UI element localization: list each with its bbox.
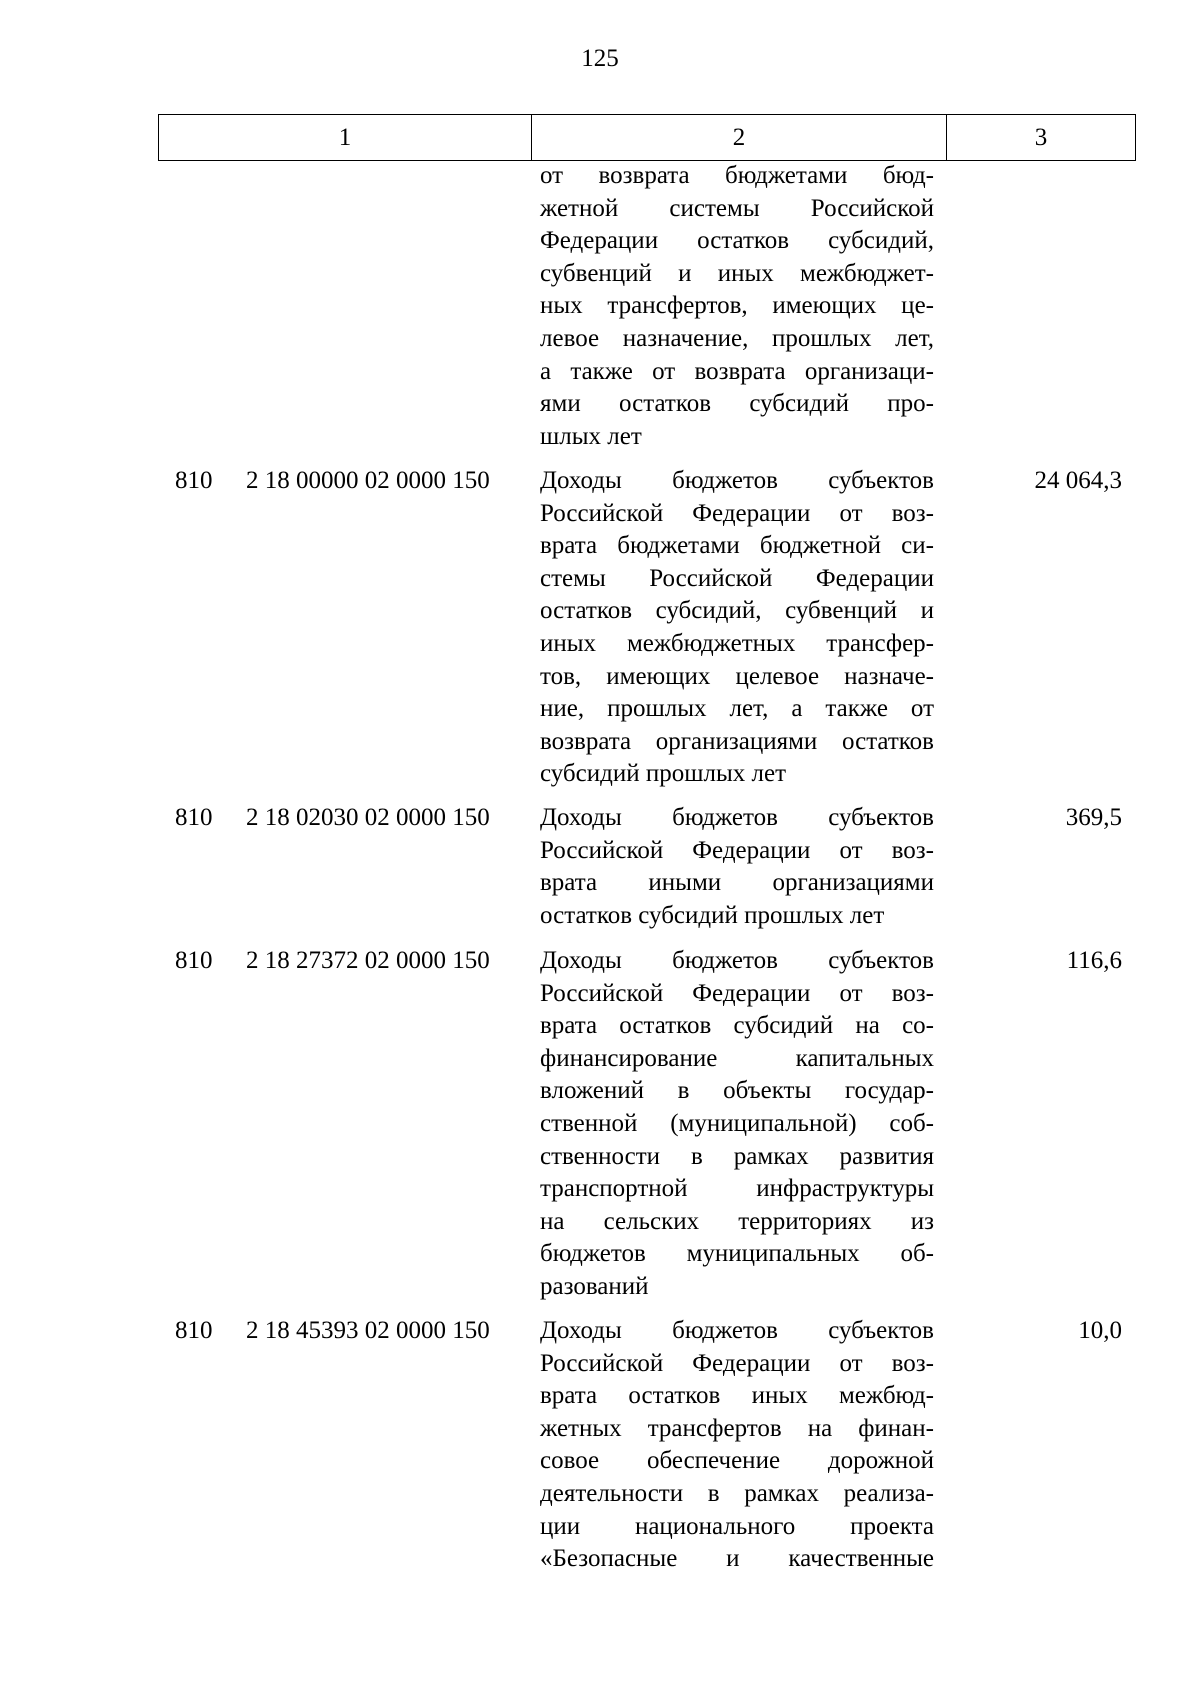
row-description: [540, 945, 934, 1304]
description-line: ние, прошлых лет, а также от: [540, 695, 934, 723]
description-line: на сельских территориях из: [540, 1207, 934, 1235]
description-line: возврата организациями остатков: [540, 727, 934, 755]
description-line: жетной системы Российской: [540, 194, 934, 222]
description-line: транспортной инфраструктуры: [540, 1175, 934, 1203]
description-line: субвенций и иных межбюджет-: [540, 259, 934, 287]
admin-code: 810: [175, 467, 213, 494]
description-line: стемы Российской Федерации: [540, 564, 934, 592]
description-line: левое назначение, прошлых лет,: [540, 324, 934, 352]
amount: 24 064,3: [1034, 467, 1122, 494]
description-line: ями остатков субсидий про-: [540, 390, 934, 418]
description-line: Российской Федерации от воз-: [540, 979, 934, 1007]
description-line: ственной (муниципальной) соб-: [540, 1109, 934, 1137]
description-line: вложений в объекты государ-: [540, 1077, 934, 1105]
row-description: [540, 802, 934, 932]
budget-code: 2 18 27372 02 0000 150: [246, 947, 490, 974]
description-line: остатков субсидий прошлых лет: [540, 901, 885, 929]
description-line: «Безопасные и качественные: [540, 1545, 934, 1573]
description-line: Федерации остатков субсидий,: [540, 227, 934, 255]
description-line: врата иными организациями: [540, 869, 934, 897]
column-header-1: 1: [159, 115, 532, 161]
amount: 10,0: [1078, 1317, 1122, 1344]
row-description: [540, 1315, 934, 1576]
budget-code: 2 18 02030 02 0000 150: [246, 804, 490, 831]
description-line: Российской Федерации от воз-: [540, 1349, 934, 1377]
table-header: [158, 114, 1136, 161]
description-line: шлых лет: [540, 422, 642, 450]
description-line: Российской Федерации от воз-: [540, 836, 934, 864]
column-header-2: 2: [532, 115, 947, 161]
amount: 369,5: [1065, 804, 1122, 831]
description-line: Доходы бюджетов субъектов: [540, 804, 934, 831]
description-line: иных межбюджетных трансфер-: [540, 629, 934, 657]
description-line: субсидий прошлых лет: [540, 760, 787, 788]
description-line: Российской Федерации от воз-: [540, 499, 934, 527]
description-line: бюджетов муниципальных об-: [540, 1240, 934, 1268]
description-line: Доходы бюджетов субъектов: [540, 467, 934, 494]
description-line: финансирование капитальных: [540, 1044, 934, 1072]
description-line: а также от возврата организаци-: [540, 357, 934, 385]
description-line: жетных трансфертов на финан-: [540, 1414, 934, 1442]
description-line: ных трансфертов, имеющих це-: [540, 292, 934, 320]
description-line: совое обеспечение дорожной: [540, 1447, 934, 1475]
description-line: врата остатков иных межбюд-: [540, 1382, 934, 1410]
budget-code: 2 18 00000 02 0000 150: [246, 467, 490, 494]
admin-code: 810: [175, 804, 213, 831]
description-line: ственности в рамках развития: [540, 1142, 934, 1170]
admin-code: 810: [175, 1317, 213, 1344]
description-line: разований: [540, 1272, 649, 1300]
description-line: врата бюджетами бюджетной си-: [540, 532, 934, 560]
amount: 116,6: [1066, 947, 1122, 974]
description-line: Доходы бюджетов субъектов: [540, 947, 934, 974]
continuation-description: [540, 160, 934, 453]
page-number: 125: [581, 45, 619, 72]
row-description: [540, 465, 934, 791]
budget-code: 2 18 45393 02 0000 150: [246, 1317, 490, 1344]
description-line: деятельности в рамках реализа-: [540, 1479, 934, 1507]
description-line: тов, имеющих целевое назначе-: [540, 662, 934, 690]
column-header-3: 3: [947, 115, 1136, 161]
description-line: от возврата бюджетами бюд-: [540, 162, 934, 189]
description-line: остатков субсидий, субвенций и: [540, 597, 934, 625]
description-line: Доходы бюджетов субъектов: [540, 1317, 934, 1344]
description-line: ции национального проекта: [540, 1512, 934, 1540]
description-line: врата остатков субсидий на со-: [540, 1012, 934, 1040]
admin-code: 810: [175, 947, 213, 974]
